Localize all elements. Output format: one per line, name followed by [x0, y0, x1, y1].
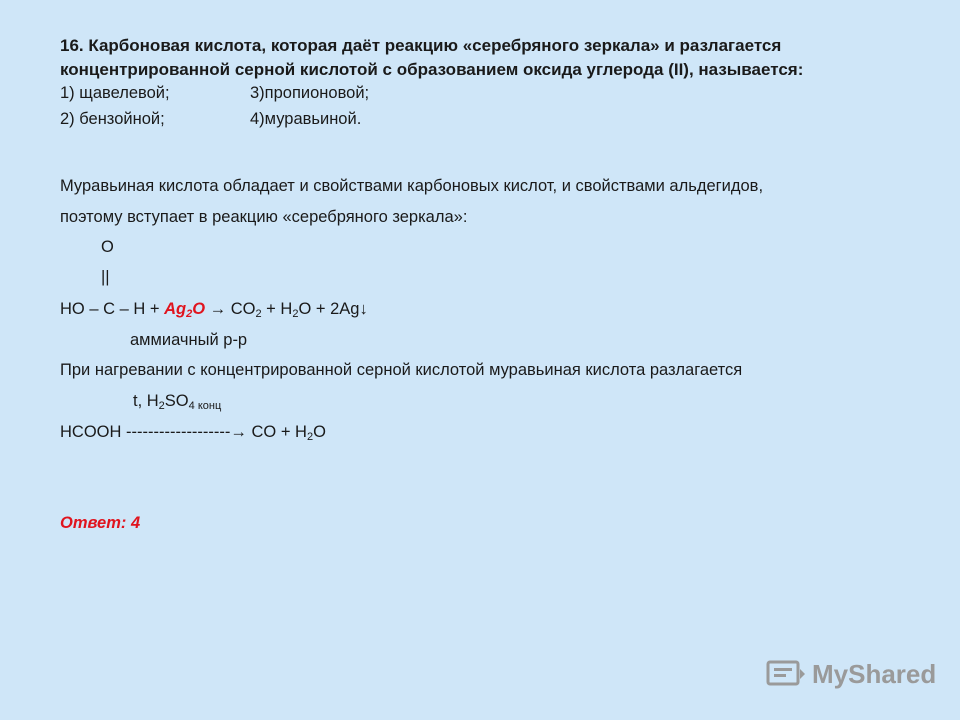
question-line-2: концентрированной серной кислотой с образованием оксида углерода (II), называется: — [60, 60, 804, 79]
option-1: 1) щавелевой; — [60, 84, 170, 102]
question-line-1: 16. Карбоновая кислота, которая даёт реакцию «серебряного зеркала» и разлагается — [60, 36, 782, 55]
explanation-line-1: Муравьиная кислота обладает и свойствами карбоновых кислот, и свойствами альдегидов, — [60, 177, 764, 195]
presentation-icon — [766, 659, 806, 689]
formula-oxygen: O — [101, 238, 114, 256]
reaction-decomposition: HCOOH -------------------→ CO + $H_2O$ — [60, 423, 326, 443]
answer: Ответ: 4 — [60, 514, 141, 532]
explanation-heating: При нагревании с концентрированной серной кислотой муравьиная кислота разлагается — [60, 361, 743, 379]
watermark-text: MyShared — [812, 658, 937, 689]
option-4: 4)муравьиной. — [250, 110, 362, 128]
formula-double-bond: || — [101, 268, 110, 286]
option-3: 3)пропионовой; — [250, 84, 370, 102]
condition-h2so4: t, $H_2SO_{4 конц}$ — [133, 392, 222, 412]
reaction-silver-mirror: HO – $C - H + Ag_2O \to CO_2 + H_2O$ + 2Ag↓ — [60, 300, 368, 320]
reagent-ag2o: $Ag_2O$ — [164, 300, 206, 320]
option-2: 2) бензойной; — [60, 110, 165, 128]
arrow-icon: → — [230, 423, 247, 441]
reaction1-left: HO – C – H + — [60, 300, 165, 318]
explanation-line-2: поэтому вступает в реакцию «серебряного зеркала»: — [60, 208, 468, 226]
condition-ammonia: аммиачный р-р — [130, 331, 248, 349]
myshared-watermark[interactable] — [766, 657, 936, 691]
